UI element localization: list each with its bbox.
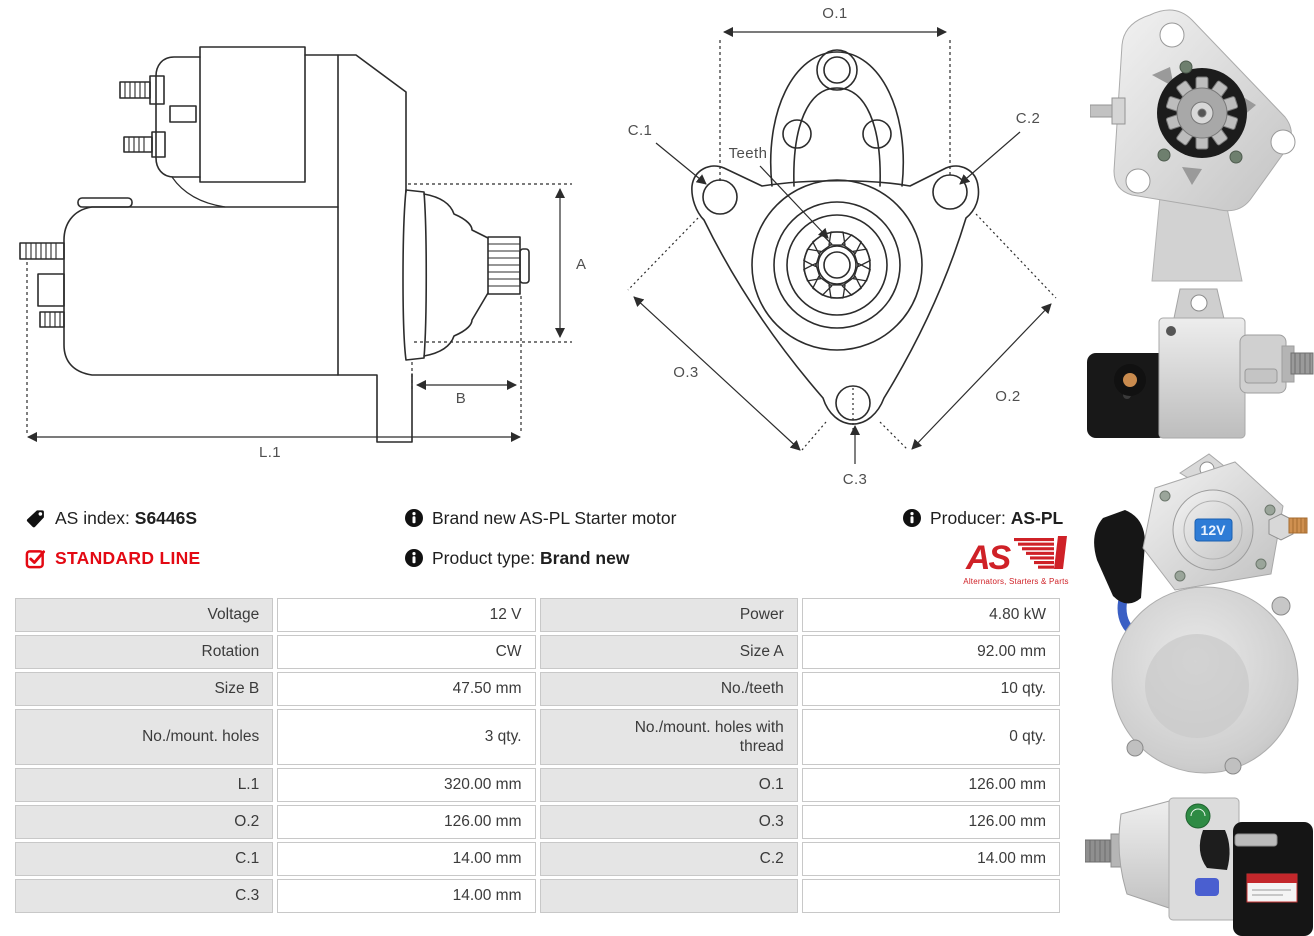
spec-label bbox=[540, 879, 798, 913]
spec-label: No./mount. holes with thread bbox=[540, 709, 798, 765]
side-view-technical-drawing bbox=[0, 0, 595, 470]
spec-value: 126.00 mm bbox=[802, 768, 1060, 802]
spec-label: C.2 bbox=[540, 842, 798, 876]
producer-line bbox=[903, 504, 1063, 532]
spec-label: O.3 bbox=[540, 805, 798, 839]
teeth-label: Teeth bbox=[728, 145, 768, 162]
info-icon bbox=[405, 509, 423, 527]
spec-label: Rotation bbox=[15, 635, 273, 669]
spec-value: 14.00 mm bbox=[277, 879, 535, 913]
spec-value: 14.00 mm bbox=[277, 842, 535, 876]
spec-row bbox=[15, 598, 1060, 632]
product-photo-side-view-2 bbox=[1085, 778, 1314, 936]
product-type-line bbox=[405, 544, 676, 572]
spec-label: O.2 bbox=[15, 805, 273, 839]
dim-c2-label: C.2 bbox=[1015, 110, 1041, 127]
spec-label: Voltage bbox=[15, 598, 273, 632]
spec-row bbox=[15, 709, 1060, 765]
spec-value bbox=[802, 879, 1060, 913]
spec-table bbox=[15, 598, 1060, 913]
dim-l1-label: L.1 bbox=[258, 444, 282, 461]
product-photo-front-flange bbox=[1090, 5, 1305, 283]
as-index-line bbox=[25, 504, 201, 532]
dim-o2-label: O.2 bbox=[995, 388, 1021, 405]
spec-value: 14.00 mm bbox=[802, 842, 1060, 876]
spec-label: O.1 bbox=[540, 768, 798, 802]
product-id-block bbox=[25, 504, 201, 584]
spec-value: 10 qty. bbox=[802, 672, 1060, 706]
spec-value: 320.00 mm bbox=[277, 768, 535, 802]
brand-line bbox=[405, 504, 676, 532]
dim-o3-label: O.3 bbox=[673, 364, 699, 381]
front-view-technical-drawing bbox=[598, 0, 1083, 500]
spec-value: 12 V bbox=[277, 598, 535, 632]
spec-value: 3 qty. bbox=[277, 709, 535, 765]
as-index-text: AS index: S6446S bbox=[55, 507, 198, 528]
spec-label: No./teeth bbox=[540, 672, 798, 706]
info-icon bbox=[903, 509, 921, 527]
spec-label: C.3 bbox=[15, 879, 273, 913]
spec-value: 0 qty. bbox=[802, 709, 1060, 765]
spec-value: 47.50 mm bbox=[277, 672, 535, 706]
dim-b-label: B bbox=[455, 390, 467, 407]
spec-row bbox=[15, 805, 1060, 839]
spec-label: Size A bbox=[540, 635, 798, 669]
spec-label: L.1 bbox=[15, 768, 273, 802]
spec-label: C.1 bbox=[15, 842, 273, 876]
spec-value: 92.00 mm bbox=[802, 635, 1060, 669]
tag-icon bbox=[25, 508, 46, 529]
spec-row bbox=[15, 768, 1060, 802]
info-icon bbox=[405, 549, 423, 567]
spec-label: No./mount. holes bbox=[15, 709, 273, 765]
spec-row bbox=[15, 879, 1060, 913]
standard-line-badge: STANDARD LINE bbox=[55, 547, 201, 568]
voltage-badge: 12V bbox=[1200, 522, 1226, 538]
product-photo-rear-solenoid bbox=[1085, 448, 1310, 778]
dim-o1-label: O.1 bbox=[822, 5, 848, 22]
spec-value: 4.80 kW bbox=[802, 598, 1060, 632]
spec-row bbox=[15, 672, 1060, 706]
brand-line-text: Brand new AS-PL Starter motor bbox=[432, 507, 677, 528]
spec-label: Size B bbox=[15, 672, 273, 706]
spec-row bbox=[15, 635, 1060, 669]
spec-value: 126.00 mm bbox=[277, 805, 535, 839]
spec-label: Power bbox=[540, 598, 798, 632]
product-type-text: Product type: Brand new bbox=[432, 547, 630, 568]
producer-text: Producer: AS-PL bbox=[930, 507, 1064, 528]
dim-c3-label: C.3 bbox=[842, 471, 868, 488]
logo-tagline: Alternators, Starters & Parts bbox=[963, 577, 1069, 586]
dim-c1-label: C.1 bbox=[627, 122, 653, 139]
product-description-block bbox=[405, 504, 676, 584]
spec-value: CW bbox=[277, 635, 535, 669]
product-photo-side-view-1 bbox=[1085, 283, 1314, 448]
dim-a-label: A bbox=[576, 256, 587, 273]
checkbox-icon bbox=[25, 548, 46, 569]
logo-as-text: AS bbox=[966, 539, 1010, 577]
as-pl-logo bbox=[958, 536, 1074, 588]
standard-line bbox=[25, 544, 201, 572]
spec-value: 126.00 mm bbox=[802, 805, 1060, 839]
spec-row bbox=[15, 842, 1060, 876]
